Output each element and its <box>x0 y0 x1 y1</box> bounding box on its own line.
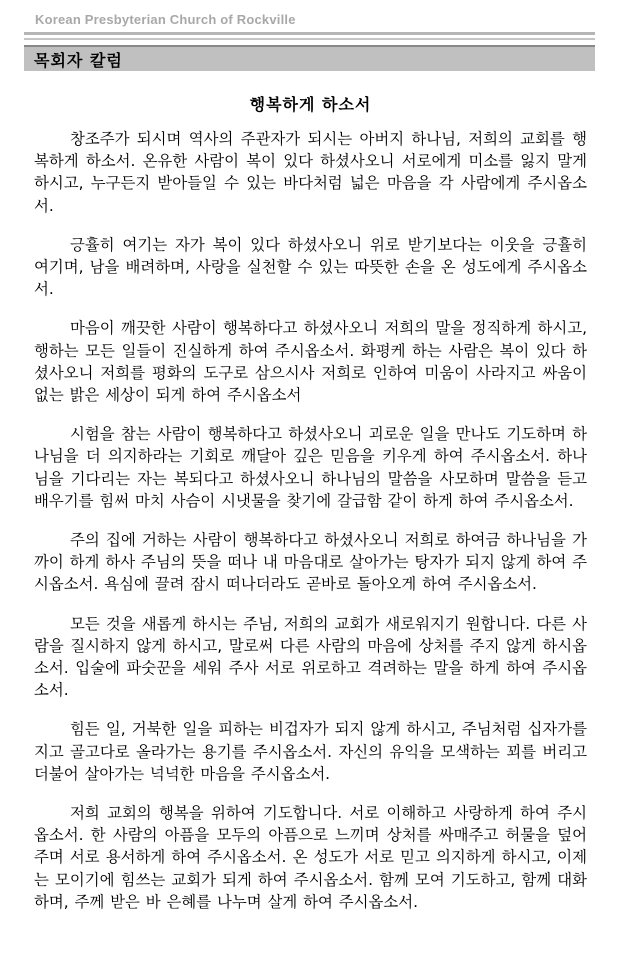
paragraph: 힘든 일, 거북한 일을 피하는 비겁자가 되지 않게 하시고, 주님처럼 십자가를 지고 골고다로 올라가는 용기를 주시옵소서. 자신의 유익을 모색하는 꾀를 버리고 더불어 살아가는 넉넉한 마음을 주시옵소서. <box>34 720 587 783</box>
section-label: 목회자 칼럼 <box>34 51 123 70</box>
paragraph: 창조주가 되시며 역사의 주관자가 되시는 아버지 하나님, 저희의 교회를 행복하게 하소서. 온유한 사람이 복이 있다 하셨사오니 서로에게 미소를 잃지 말게 하시고, 누구든지 받아들일 수 있는 바다처럼 넓은 마음을 각 사람에게 주시옵소서. <box>34 130 587 215</box>
header-rule-thick <box>24 32 595 35</box>
article-body <box>34 128 587 930</box>
article-title: 행복하게 하소서 <box>249 95 372 114</box>
paragraph: 주의 집에 거하는 사람이 행복하다고 하셨사오니 저희로 하여금 하나님을 가까이 하게 하사 주님의 뜻을 떠나 내 마음대로 살아가는 탕자가 되지 않게 하여 주시옵소서. 욕심에 끌려 잠시 떠나더라도 곧바로 돌아오게 하여 주시옵소서. <box>34 531 587 594</box>
church-name-header: Korean Presbyterian Church of Rockville <box>35 12 296 27</box>
paragraph: 모든 것을 새롭게 하시는 주님, 저희의 교회가 새로워지기 원합니다. 다른 사람을 질시하지 않게 하시고, 말로써 다른 사람의 마음에 상처를 주지 않게 하시옵소서. 입술에 파숫꾼을 세워 주사 서로 위로하고 격려하는 말을 하게 하여 주시옵소서. <box>34 614 587 700</box>
paragraph: 긍휼히 여기는 자가 복이 있다 하셨사오니 위로 받기보다는 이웃을 긍휼히 여기며, 남을 배려하며, 사랑을 실천할 수 있는 따뜻한 손을 온 성도에게 주시옵소서. <box>34 235 587 299</box>
paragraph: 시험을 참는 사람이 행복하다고 하셨사오니 괴로운 일을 만나도 기도하며 하나님을 더 의지하라는 기회로 깨달아 깊은 믿음을 키우게 하여 주시옵소서. 하나님을 기다리는 자는 복되다고 하셨사오니 하나님의 말씀을 사모하며 말씀을 듣고 배우기를 힘써 마치 사슴이 시냇물을 찾기에 갈급함 같이 하게 하여 주시옵소서. <box>34 425 587 510</box>
section-banner <box>24 45 595 71</box>
paragraph: 마음이 깨끗한 사람이 행복하다고 하셨사오니 저희의 말을 정직하게 하시고, 행하는 모든 일들이 진실하게 하여 주시옵소서. 화평케 하는 사람은 복이 있다 하셨사오니 저희를 평화의 도구로 삼으시사 저희로 인하여 미움이 사라지고 싸움이 없는 밝은 세상이 되게 하여 주시옵소서 <box>34 319 587 405</box>
paragraph: 저희 교회의 행복을 위하여 기도합니다. 서로 이해하고 사랑하게 하여 주시옵소서. 한 사람의 아픔을 모두의 아픔으로 느끼며 상처를 싸매주고 허물을 덮어주며 서로 용서하게 하여 주시옵소서. 온 성도가 서로 믿고 의지하게 하시고, 이제는 모이기에 힘쓰는 교회가 되게 하여 주시옵소서. 함께 모여 기도하고, 함께 대화하며, 주께 받은 바 은혜를 나누며 살게 하여 주시옵소서. <box>34 804 587 911</box>
header-rule-thin <box>24 38 595 40</box>
